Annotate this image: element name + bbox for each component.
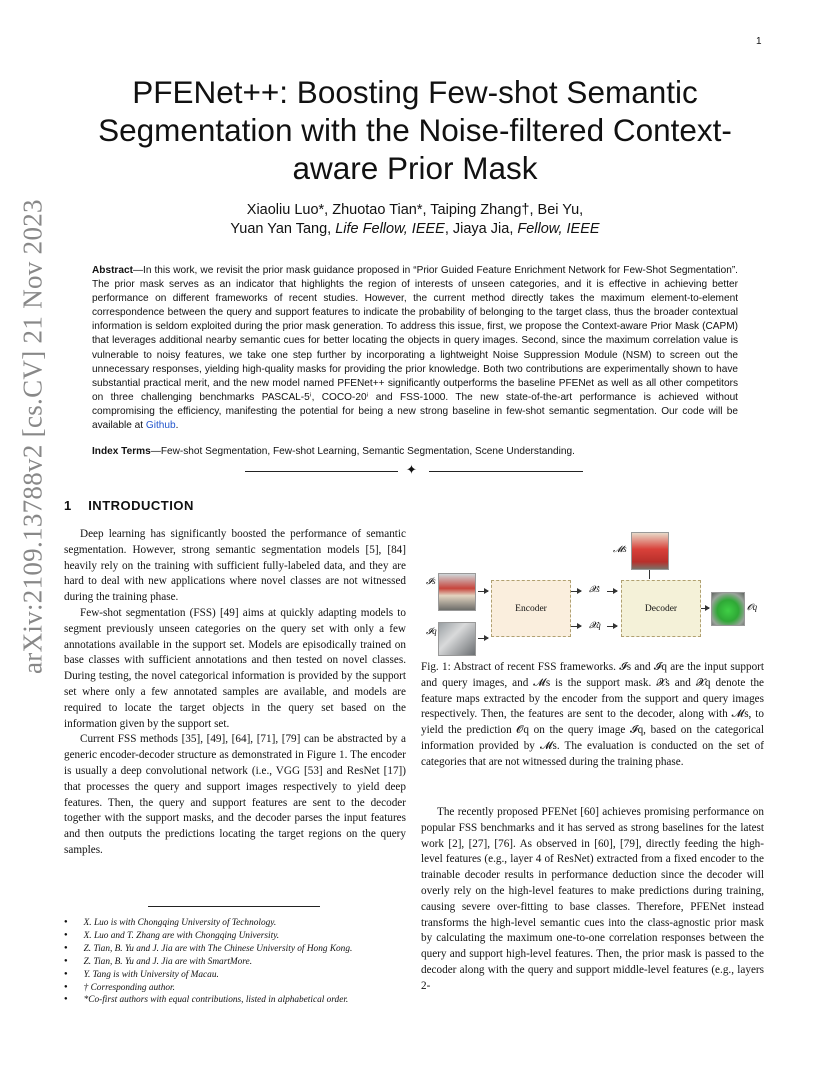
support-feature-label: 𝓧s [589,584,600,594]
support-mask-image [631,532,669,570]
support-image [438,573,476,611]
prediction-image [711,592,745,626]
author-name: Yuan Yan Tang, [230,221,336,237]
github-link[interactable]: Github [145,420,176,432]
encoder-block: Encoder [491,580,571,637]
footnote: ● Z. Tian, B. Yu and J. Jia are with The Chinese University of Hong Kong. [64,944,409,957]
author-title: Fellow, IEEE [517,221,600,237]
figure-1 [421,540,764,650]
figure-caption: Fig. 1: Abstract of recent FSS frameworks. 𝓘s and 𝓘q are the input support and query images, and 𝓜s is the support mask. 𝓧s and 𝓧q denote the feature maps extracted by the encoder from the support and query images respectively. Then, the features are sent to the decoder, along with 𝓜s, to yield the prediction 𝓞q on the query image 𝓘q, based on the categorical information provided by 𝓜s. The evaluation is conducted on the set of categories that are not witnessed during the training phase. [421,661,764,768]
column-left [64,527,406,859]
paragraph: The recently proposed PFENet [60] achieves promising performance on popular FSS benchmarks and it has served as strong baselines for the latest work [2], [27], [76]. As observed in [60], [79], directly feeding the high-level features (e.g., layer 4 of ResNet) extracted from a fixed encoder to the trainable decoder results in performance deduction since the decoder will overly rely on the high-level features to make predictions during training, causing severe over-fitting to base classes. Therefore, PFENet instead transforms the high-level semantic cues into the class-agnostic prior mask by calculating the maximum one-to-one correlation responses between the query and support high-level features. Then, the prior mask is passed to the decoder along with the query and support middle-level features (e.g., layers 2- [421,806,764,992]
footnote: ● X. Luo and T. Zhang are with Chongqing University. [64,931,409,944]
column-right [421,805,764,995]
mask-arrow-icon [649,570,650,579]
paragraph: Few-shot segmentation (FSS) [49] aims at quickly adapting models to segment previously unseen categories on the query set with only a few annotations available in the support set. Models are episodically trained on base classes with sufficient annotations and then tested on novel classes. During testing, the novel categorical information is provided by the support set where only a few annotated samples are available, and models are required to locate the target objects in the query set based on the information given by the support set. [64,606,406,730]
author-title: Life Fellow, IEEE [335,221,445,237]
index-terms-label: Index Terms [92,446,151,457]
query-image-label: 𝓘q [426,626,437,636]
query-feature-label: 𝓧q [589,620,601,630]
arxiv-stamp [17,199,48,674]
abstract-end: . [175,420,179,432]
separator-right [429,471,583,472]
arrow-icon [571,626,581,627]
paper-title: PFENet++: Boosting Few-shot Semantic Segmentation with the Noise-filtered Context-aware Prior Mask [98,74,732,186]
support-mask-label: 𝓜s [613,544,627,554]
prediction-label: 𝓞q [747,602,758,612]
section-heading [64,498,194,513]
paragraph: Deep learning has significantly boosted the performance of semantic segmentation. However, strong semantic segmentation models [5], [84] heavily rely on the training with sufficient fully-labeled data, and they are hard to deal with new applications where novel classes are not witnessed during the training phase. [64,528,406,604]
footnote: ● X. Luo is with Chongqing University of Technology. [64,918,409,931]
abstract [92,264,738,433]
arrow-icon [607,591,617,592]
authors [120,201,710,239]
arrow-icon [478,591,488,592]
paragraph: Current FSS methods [35], [49], [64], [71], [79] can be abstracted by a generic encoder-decoder structure as demonstrated in Figure 1. The encoder is usually a deep convolutional network (i.e., VGG [53] and ResNet [17]) that processes the query and support images respectively to yield deep features. Then, the query and support features are sent to the decoder together with the support masks, and the decoder parses the input features and then outputs the predictions locating the target regions on the query samples. [64,733,406,856]
section-title: INTRODUCTION [88,498,194,513]
footnote: ● † Corresponding author. [64,983,409,996]
author-name: , Jiaya Jia, [444,221,518,237]
footnote: ● Y. Tang is with University of Macau. [64,970,409,983]
separator-diamond-icon: ✦ [406,462,417,477]
index-terms [92,446,738,457]
query-image [438,622,476,656]
arrow-icon [478,638,488,639]
support-image-label: 𝓘s [426,576,436,586]
section-number: 1 [64,498,72,513]
arrow-icon [571,591,581,592]
footnote: ● Z. Tian, B. Yu and J. Jia are with SmartMore. [64,957,409,970]
arrow-icon [607,626,617,627]
separator-left [245,471,398,472]
page-number: 1 [756,36,762,47]
arxiv-id: arXiv:2109.13788v2 [cs.CV] 21 Nov 2023 [17,199,48,674]
arrow-icon [701,608,709,609]
decoder-block: Decoder [621,580,701,637]
footnote: ● *Co-first authors with equal contributions, listed in alphabetical order. [64,995,409,1008]
abstract-label: Abstract [92,265,133,276]
index-terms-text: —Few-shot Segmentation, Few-shot Learning, Semantic Segmentation, Scene Understanding. [150,446,575,457]
footnotes [64,918,409,1008]
footnote-rule [148,906,320,907]
authors-line-2 [120,220,710,239]
authors-line-1: Xiaoliu Luo*, Zhuotao Tian*, Taiping Zhang†, Bei Yu, [246,202,584,218]
abstract-text: —In this work, we revisit the prior mask guidance proposed in “Prior Guided Feature Enrichment Network for Few-Shot Segmentation”. The prior mask serves as an indicator that highlights the region of interests of unseen categories, and it is effective in achieving better performance on different frameworks of recent studies. However, the current method directly takes the maximum element-to-element correspondence between the query and support features to indicate the probability of belonging to the target class, thus the broader contextual information is seldom exploited during the prior mask generation. To address this issue, first, we propose the Context-aware Prior Mask (CAPM) that leverages additional nearby semantic cues for better locating the objects in query images. Second, since the maximum correlation value is vulnerable to noisy features, we take one step further by incorporating a lightweight Noise Suppression Module (NSM) to screen out the unnecessary responses, yielding high-quality masks for providing the prior knowledge. Both two contributions are experimentally shown to have substantial practical merit, and the new model named PFENet++ significantly outperforms the baseline PFENet as well as all other competitors on three challenging benchmarks PASCAL-5ⁱ, COCO-20ⁱ and FSS-1000. The new state-of-the-art performance is achieved without compromising the efficiency, manifesting the potential for being a new strong baseline in few-shot semantic segmentation. Our code will be available at [92,265,738,432]
